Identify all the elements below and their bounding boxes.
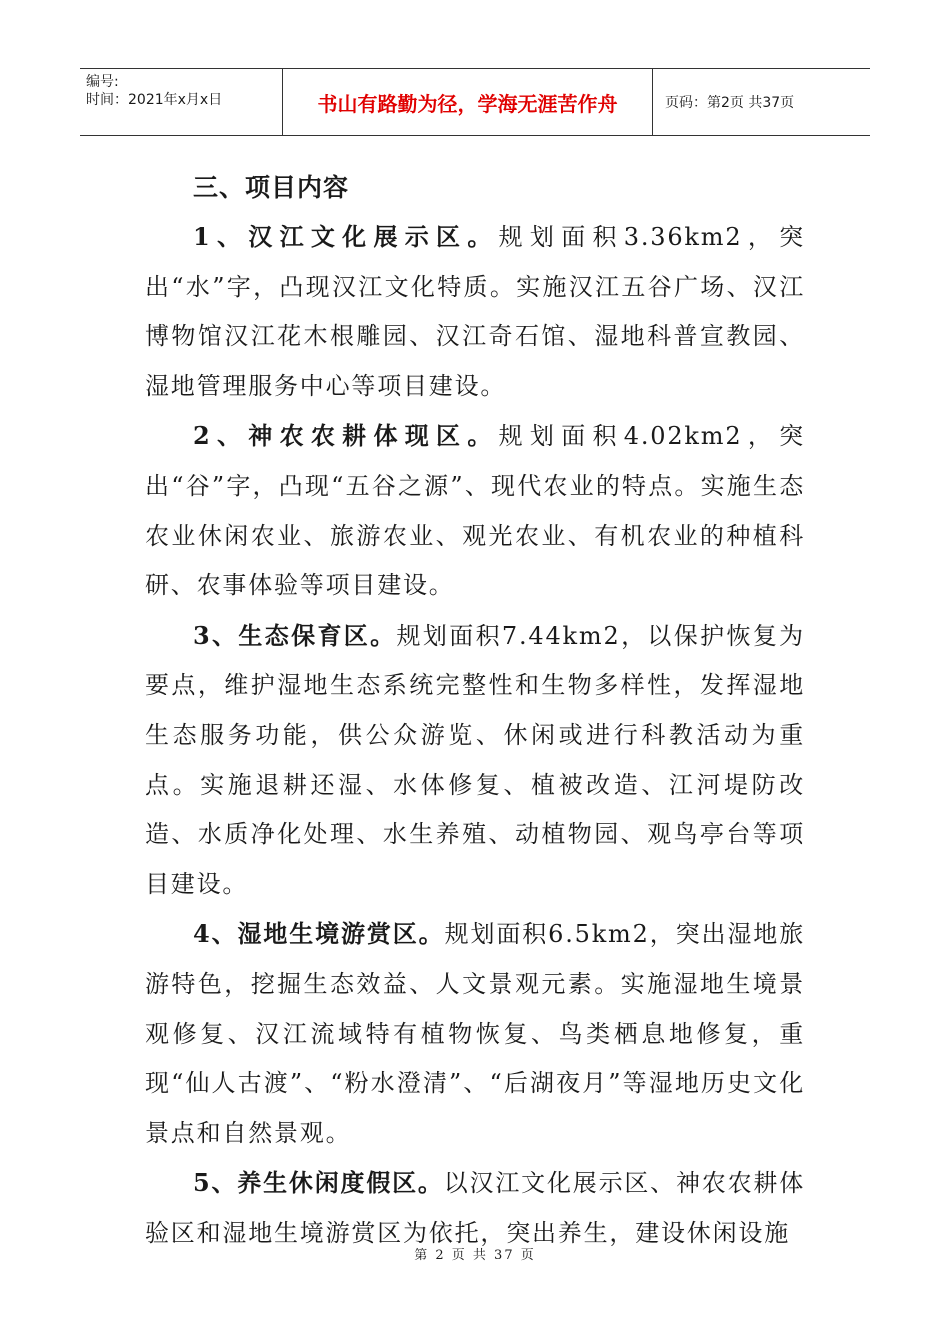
document-time-label: 时间：2021年x月x日 — [86, 92, 223, 108]
paragraph-body: 规划面积7.44km2，以保护恢复为要点，维护湿地生态系统完整性和生物多样性，发挥湿地生态服务功能，供公众游览、休闲或进行科教活动为重点。实施退耕还湿、水体修复、植被改造、江河堤防改造、水质净化处理、水生养殖、动植物园、观鸟亭台等项目建设。 — [145, 621, 805, 898]
paragraph-body: 规划面积4.02km2，突出“谷”字，凸现“五谷之源”、现代农业的特点。实施生态农业休闲农业、旅游农业、观光农业、有机农业的种植科研、农事体验等项目建设。 — [145, 422, 805, 600]
header-page-info: 页码：第2页 共37页 — [665, 95, 795, 111]
page-footer: 第 2 页 共 37 页 — [414, 1248, 536, 1263]
header-meta — [80, 69, 283, 135]
header-motto: 书山有路勤为径，学海无涯苦作舟 — [283, 69, 653, 135]
paragraph-body: 以汉江文化展示区、神农农耕体验区和湿地生境游赏区为依托，突出养生，建设休闲设施 — [145, 1169, 806, 1247]
section-title: 三、项目内容 — [193, 173, 350, 202]
paragraph-3 — [145, 611, 805, 910]
paragraph-body: 规划面积6.5km2，突出湿地旅游特色，挖掘生态效益、人文景观元素。实施湿地生境景观修复、汉江流域特有植物恢复、鸟类栖息地修复，重现“仙人古渡”、“粉水澄清”、“后湖夜月”等湿地历史文化景点和自然景观。 — [145, 920, 805, 1147]
paragraph-lead: 3、生态保育区。 — [193, 620, 397, 650]
paragraph-2 — [145, 411, 805, 610]
paragraph-lead: 5、养生休闲度假区。 — [193, 1168, 444, 1198]
document-number-label: 编号: — [86, 74, 119, 90]
paragraph-body: 规划面积3.36km2，突出“水”字，凸现汉江文化特质。实施汉江五谷广场、汉江博物馆汉江花木根雕园、汉江奇石馆、湿地科普宣教园、湿地管理服务中心等项目建设。 — [145, 223, 805, 400]
paragraph-lead: 4、湿地生境游赏区。 — [193, 919, 445, 949]
page-header — [80, 68, 870, 136]
document-body — [145, 164, 805, 1258]
paragraph-lead: 1、汉江文化展示区。 — [193, 222, 499, 251]
paragraph-lead: 2、神农农耕体现区。 — [193, 421, 499, 451]
paragraph-1 — [145, 212, 805, 411]
paragraph-4 — [145, 909, 805, 1158]
